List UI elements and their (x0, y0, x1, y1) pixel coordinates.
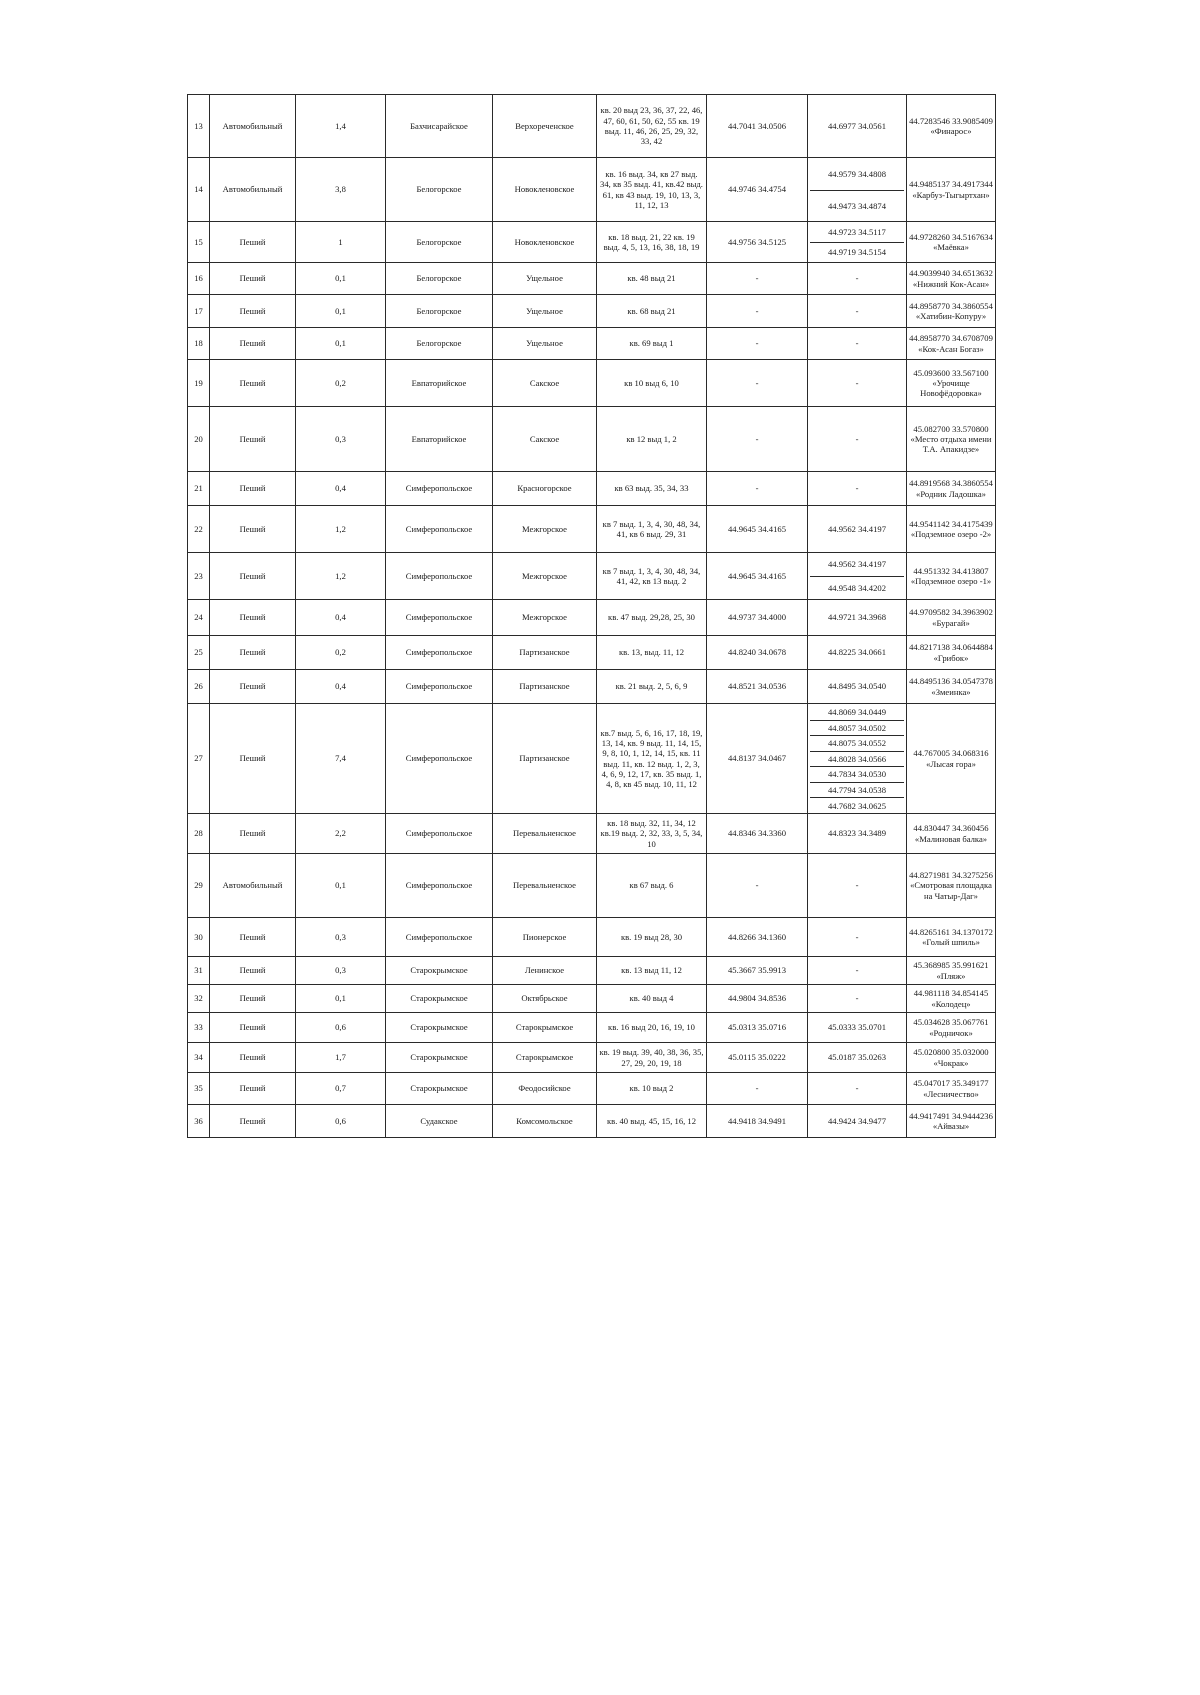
forest-quarter-location: кв. 19 выд 28, 30 (597, 918, 707, 957)
trail-length: 0,1 (296, 985, 386, 1013)
forestry-district: Старокрымское (386, 1013, 493, 1043)
start-coordinates: - (707, 1073, 808, 1105)
end-coordinates (808, 472, 907, 506)
end-coordinate-point: - (855, 965, 859, 976)
row-number: 32 (188, 985, 210, 1013)
forestry-district: Бахчисарайское (386, 95, 493, 158)
table-row (188, 1073, 996, 1105)
forest-quarter-location: кв. 13, выд. 11, 12 (597, 636, 707, 670)
start-coordinates: 44.9645 34.4165 (707, 506, 808, 553)
trail-type: Пеший (210, 263, 296, 295)
trail-type: Автомобильный (210, 854, 296, 918)
table-row (188, 506, 996, 553)
forestry-district: Белогорское (386, 328, 493, 360)
landmark-object: 44.9039940 34.6513632 «Нижний Кок-Асан» (907, 263, 996, 295)
forest-unit: Новокленовское (493, 158, 597, 222)
end-coordinates (808, 670, 907, 704)
forest-unit: Перевальненское (493, 814, 597, 854)
forest-quarter-location: кв. 16 выд 20, 16, 19, 10 (597, 1013, 707, 1043)
end-coordinates (808, 222, 907, 263)
table-row (188, 1105, 996, 1138)
end-coordinate-point: - (855, 377, 859, 388)
end-coordinate-point: - (855, 880, 859, 891)
forestry-district: Евпаторийское (386, 407, 493, 472)
row-number: 14 (188, 158, 210, 222)
trail-length: 0,3 (296, 918, 386, 957)
landmark-object: 44.951332 34.413807 «Подземное озеро -1» (907, 553, 996, 600)
trail-length: 0,2 (296, 360, 386, 407)
landmark-object: 45.047017 35.349177 «Лесничество» (907, 1073, 996, 1105)
end-coordinate-point: 44.9548 34.4202 (810, 576, 904, 599)
row-number: 20 (188, 407, 210, 472)
forest-unit: Партизанское (493, 636, 597, 670)
table-row (188, 263, 996, 295)
start-coordinates: 45.0313 35.0716 (707, 1013, 808, 1043)
row-number: 15 (188, 222, 210, 263)
trail-length: 0,2 (296, 636, 386, 670)
landmark-object: 44.8265161 34.1370172 «Голый шпиль» (907, 918, 996, 957)
document-page (187, 94, 996, 1138)
trail-type: Пеший (210, 553, 296, 600)
trail-length: 0,1 (296, 328, 386, 360)
landmark-object: 45.034628 35.067761 «Родничок» (907, 1013, 996, 1043)
landmark-object: 44.830447 34.360456 «Малиновая балка» (907, 814, 996, 854)
end-coordinate-point: 44.7682 34.0625 (810, 797, 904, 813)
end-coordinate-point: 44.8495 34.0540 (827, 681, 886, 692)
trail-length: 7,4 (296, 704, 386, 814)
forest-quarter-location: кв. 48 выд 21 (597, 263, 707, 295)
forestry-district: Симферопольское (386, 553, 493, 600)
forest-unit: Октябрьское (493, 985, 597, 1013)
start-coordinates: - (707, 360, 808, 407)
forest-quarter-location: кв. 47 выд. 29,28, 25, 30 (597, 600, 707, 636)
trail-length: 0,4 (296, 472, 386, 506)
end-coordinates (808, 814, 907, 854)
forest-unit: Сакское (493, 407, 597, 472)
row-number: 16 (188, 263, 210, 295)
forest-unit: Комсомольское (493, 1105, 597, 1138)
trail-type: Пеший (210, 506, 296, 553)
start-coordinates: 44.8240 34.0678 (707, 636, 808, 670)
start-coordinates: - (707, 263, 808, 295)
forest-quarter-location: кв 63 выд. 35, 34, 33 (597, 472, 707, 506)
trail-length: 0,6 (296, 1105, 386, 1138)
forestry-district: Старокрымское (386, 1073, 493, 1105)
forest-unit: Красногорское (493, 472, 597, 506)
end-coordinates (808, 360, 907, 407)
row-number: 18 (188, 328, 210, 360)
start-coordinates: - (707, 854, 808, 918)
table-row (188, 295, 996, 328)
landmark-object: 45.368985 35.991621 «Пляж» (907, 957, 996, 985)
end-coordinate-point: 44.8057 34.0502 (810, 720, 904, 736)
trail-length: 2,2 (296, 814, 386, 854)
start-coordinates: 44.9746 34.4754 (707, 158, 808, 222)
end-coordinate-point: 44.9719 34.5154 (810, 242, 904, 262)
end-coordinates (808, 407, 907, 472)
forest-quarter-location: кв. 40 выд. 45, 15, 16, 12 (597, 1105, 707, 1138)
table-row (188, 1013, 996, 1043)
forestry-district: Белогорское (386, 158, 493, 222)
end-coordinate-point: 45.0187 35.0263 (827, 1052, 886, 1063)
forest-unit: Ленинское (493, 957, 597, 985)
forestry-district: Симферопольское (386, 918, 493, 957)
table-row (188, 95, 996, 158)
trail-length: 1 (296, 222, 386, 263)
end-coordinates (808, 1073, 907, 1105)
row-number: 36 (188, 1105, 210, 1138)
landmark-object: 45.093600 33.567100 «Урочище Новофёдоровка» (907, 360, 996, 407)
trail-type: Пеший (210, 1073, 296, 1105)
forestry-district: Судакское (386, 1105, 493, 1138)
trail-length: 0,4 (296, 670, 386, 704)
end-coordinates (808, 985, 907, 1013)
landmark-object: 44.981118 34.854145 «Колодец» (907, 985, 996, 1013)
forest-unit: Старокрымское (493, 1013, 597, 1043)
trail-type: Пеший (210, 407, 296, 472)
trail-length: 0,4 (296, 600, 386, 636)
end-coordinate-point: - (855, 993, 859, 1004)
forest-unit: Старокрымское (493, 1043, 597, 1073)
forest-quarter-location: кв. 18 выд. 32, 11, 34, 12 кв.19 выд. 2, 32, 33, 3, 5, 34, 10 (597, 814, 707, 854)
forest-quarter-location: кв. 20 выд 23, 36, 37, 22, 46, 47, 60, 61, 50, 62, 55 кв. 19 выд. 11, 46, 26, 25, 29, 32, 33, 42 (597, 95, 707, 158)
end-coordinate-point: 44.9473 34.4874 (810, 190, 904, 222)
trail-length: 0,3 (296, 407, 386, 472)
forest-quarter-location: кв.7 выд. 5, 6, 16, 17, 18, 19, 13, 14, кв. 9 выд. 11, 14, 15, 9, 8, 10, 1, 12, 14, 15, кв. 11 выд. 11, кв. 12 выд. 1, 2, 3, 4, 6, 9, 12, 17, кв. 35 выд. 1, 4, 8, кв 45 выд. 10, 11, 12 (597, 704, 707, 814)
table-row (188, 985, 996, 1013)
forest-unit: Ущельное (493, 263, 597, 295)
trail-length: 0,3 (296, 957, 386, 985)
start-coordinates: 44.9418 34.9491 (707, 1105, 808, 1138)
forestry-district: Симферопольское (386, 854, 493, 918)
start-coordinates: - (707, 472, 808, 506)
end-coordinates (808, 704, 907, 814)
forest-quarter-location: кв. 13 выд 11, 12 (597, 957, 707, 985)
forest-quarter-location: кв. 21 выд. 2, 5, 6, 9 (597, 670, 707, 704)
landmark-object: 44.8958770 34.6708709 «Кок-Асан Богаз» (907, 328, 996, 360)
row-number: 13 (188, 95, 210, 158)
row-number: 22 (188, 506, 210, 553)
table-row (188, 553, 996, 600)
row-number: 30 (188, 918, 210, 957)
forest-quarter-location: кв 7 выд. 1, 3, 4, 30, 48, 34, 41, кв 6 выд. 29, 31 (597, 506, 707, 553)
trail-length: 1,2 (296, 506, 386, 553)
end-coordinate-point: 44.9723 34.5117 (828, 226, 886, 237)
start-coordinates: 45.0115 35.0222 (707, 1043, 808, 1073)
end-coordinate-point: - (855, 1083, 859, 1094)
trail-length: 0,7 (296, 1073, 386, 1105)
trail-length: 0,6 (296, 1013, 386, 1043)
end-coordinates (808, 328, 907, 360)
start-coordinates: 44.9756 34.5125 (707, 222, 808, 263)
trail-type: Пеший (210, 814, 296, 854)
end-coordinate-point: - (855, 483, 859, 494)
landmark-object: 44.8958770 34.3860554 «Хатибин-Копуру» (907, 295, 996, 328)
landmark-object: 44.7283546 33.9085409 «Финарос» (907, 95, 996, 158)
landmark-object: 44.8495136 34.0547378 «Змеинка» (907, 670, 996, 704)
end-coordinates (808, 553, 907, 600)
forestry-district: Старокрымское (386, 1043, 493, 1073)
end-coordinates (808, 1013, 907, 1043)
trail-type: Пеший (210, 957, 296, 985)
forest-quarter-location: кв 67 выд. 6 (597, 854, 707, 918)
forestry-district: Симферопольское (386, 600, 493, 636)
row-number: 23 (188, 553, 210, 600)
end-coordinate-point: 44.8225 34.0661 (827, 647, 886, 658)
end-coordinates (808, 263, 907, 295)
table-row (188, 222, 996, 263)
start-coordinates: 44.8266 34.1360 (707, 918, 808, 957)
table-row (188, 600, 996, 636)
row-number: 17 (188, 295, 210, 328)
landmark-object: 45.082700 33.570800 «Место отдыха имени Т.А. Апакидзе» (907, 407, 996, 472)
forest-unit: Новокленовское (493, 222, 597, 263)
end-coordinates (808, 918, 907, 957)
table-row (188, 918, 996, 957)
row-number: 24 (188, 600, 210, 636)
forest-quarter-location: кв 10 выд 6, 10 (597, 360, 707, 407)
end-coordinate-point: 44.9562 34.4197 (827, 523, 886, 534)
start-coordinates: 44.8521 34.0536 (707, 670, 808, 704)
forest-quarter-location: кв. 69 выд 1 (597, 328, 707, 360)
landmark-object: 44.8271981 34.3275256 «Смотровая площадка на Чатыр-Даг» (907, 854, 996, 918)
end-coordinate-point: 44.7794 34.0538 (810, 782, 904, 798)
forestry-district: Старокрымское (386, 985, 493, 1013)
row-number: 29 (188, 854, 210, 918)
forest-unit: Межгорское (493, 600, 597, 636)
end-coordinate-point: - (855, 305, 859, 316)
end-coordinates (808, 1043, 907, 1073)
landmark-object: 44.9417491 34.9444236 «Айвазы» (907, 1105, 996, 1138)
start-coordinates: - (707, 295, 808, 328)
forest-quarter-location: кв. 18 выд. 21, 22 кв. 19 выд. 4, 5, 13, 16, 38, 18, 19 (597, 222, 707, 263)
end-coordinates (808, 158, 907, 222)
row-number: 25 (188, 636, 210, 670)
end-coordinate-point: 44.7834 34.0530 (810, 766, 904, 782)
end-coordinates (808, 506, 907, 553)
start-coordinates: - (707, 328, 808, 360)
forestry-district: Симферопольское (386, 472, 493, 506)
row-number: 19 (188, 360, 210, 407)
table-row (188, 670, 996, 704)
end-coordinate-point: 44.6977 34.0561 (827, 120, 886, 131)
end-coordinate-point: 44.8069 34.0449 (827, 706, 886, 717)
end-coordinates (808, 95, 907, 158)
row-number: 34 (188, 1043, 210, 1073)
forest-unit: Сакское (493, 360, 597, 407)
forest-unit: Межгорское (493, 506, 597, 553)
end-coordinates (808, 957, 907, 985)
end-coordinate-point: - (855, 273, 859, 284)
end-coordinates (808, 854, 907, 918)
trail-type: Пеший (210, 472, 296, 506)
trail-length: 1,4 (296, 95, 386, 158)
end-coordinate-point: 44.9424 34.9477 (827, 1115, 886, 1126)
table-row (188, 158, 996, 222)
forestry-district: Симферопольское (386, 814, 493, 854)
row-number: 26 (188, 670, 210, 704)
table-row (188, 814, 996, 854)
landmark-object: 44.8217138 34.0644884 «Грибок» (907, 636, 996, 670)
forest-unit: Ущельное (493, 295, 597, 328)
trail-table (187, 94, 996, 1138)
row-number: 35 (188, 1073, 210, 1105)
trail-length: 3,8 (296, 158, 386, 222)
start-coordinates: 44.9737 34.4000 (707, 600, 808, 636)
forestry-district: Белогорское (386, 263, 493, 295)
row-number: 31 (188, 957, 210, 985)
start-coordinates: 44.7041 34.0506 (707, 95, 808, 158)
table-row (188, 328, 996, 360)
start-coordinates: 44.9804 34.8536 (707, 985, 808, 1013)
trail-type: Пеший (210, 600, 296, 636)
table-row (188, 854, 996, 918)
forest-quarter-location: кв. 40 выд 4 (597, 985, 707, 1013)
landmark-object: 44.9541142 34.4175439 «Подземное озеро -2» (907, 506, 996, 553)
trail-type: Пеший (210, 704, 296, 814)
table-row (188, 407, 996, 472)
trail-type: Пеший (210, 328, 296, 360)
end-coordinate-point: 44.8028 34.0566 (810, 751, 904, 767)
table-row (188, 957, 996, 985)
row-number: 33 (188, 1013, 210, 1043)
forest-quarter-location: кв 7 выд. 1, 3, 4, 30, 48, 34, 41, 42, кв 13 выд. 2 (597, 553, 707, 600)
landmark-object: 44.9485137 34.4917344 «Карбуз-Тыгыртхан» (907, 158, 996, 222)
end-coordinate-point: 44.8075 34.0552 (810, 735, 904, 751)
trail-type: Автомобильный (210, 158, 296, 222)
start-coordinates: 45.3667 35.9913 (707, 957, 808, 985)
landmark-object: 45.020800 35.032000 «Чокрак» (907, 1043, 996, 1073)
end-coordinates (808, 295, 907, 328)
table-row (188, 360, 996, 407)
forest-unit: Партизанское (493, 670, 597, 704)
row-number: 27 (188, 704, 210, 814)
forestry-district: Старокрымское (386, 957, 493, 985)
end-coordinates (808, 636, 907, 670)
trail-type: Пеший (210, 222, 296, 263)
trail-type: Пеший (210, 636, 296, 670)
landmark-object: 44.8919568 34.3860554 «Родник Ладошка» (907, 472, 996, 506)
landmark-object: 44.767005 34.068316 «Лысая гора» (907, 704, 996, 814)
forestry-district: Симферопольское (386, 670, 493, 704)
start-coordinates: 44.8137 34.0467 (707, 704, 808, 814)
end-coordinates (808, 1105, 907, 1138)
table-row (188, 636, 996, 670)
end-coordinate-point: 44.8323 34.3489 (827, 828, 886, 839)
landmark-object: 44.9728260 34.5167634 «Маёвка» (907, 222, 996, 263)
forestry-district: Симферопольское (386, 704, 493, 814)
end-coordinate-point: 45.0333 35.0701 (827, 1022, 886, 1033)
forest-unit: Пионерское (493, 918, 597, 957)
start-coordinates: 44.9645 34.4165 (707, 553, 808, 600)
forest-unit: Партизанское (493, 704, 597, 814)
forestry-district: Евпаторийское (386, 360, 493, 407)
table-row (188, 472, 996, 506)
table-row (188, 704, 996, 814)
trail-length: 0,1 (296, 263, 386, 295)
forest-unit: Перевальненское (493, 854, 597, 918)
start-coordinates: - (707, 407, 808, 472)
forestry-district: Белогорское (386, 222, 493, 263)
end-coordinate-point: 44.9579 34.4808 (827, 168, 886, 179)
trail-length: 1,7 (296, 1043, 386, 1073)
end-coordinates (808, 600, 907, 636)
forestry-district: Симферопольское (386, 506, 493, 553)
forest-quarter-location: кв. 19 выд. 39, 40, 38, 36, 35, 27, 29, 20, 19, 18 (597, 1043, 707, 1073)
forestry-district: Симферопольское (386, 636, 493, 670)
trail-type: Пеший (210, 295, 296, 328)
table-row (188, 1043, 996, 1073)
end-coordinate-point: - (855, 433, 859, 444)
row-number: 28 (188, 814, 210, 854)
trail-type: Пеший (210, 985, 296, 1013)
end-coordinate-point: 44.9562 34.4197 (827, 559, 886, 570)
trail-length: 0,1 (296, 854, 386, 918)
end-coordinate-point: - (855, 338, 859, 349)
forest-quarter-location: кв 12 выд 1, 2 (597, 407, 707, 472)
trail-length: 1,2 (296, 553, 386, 600)
landmark-object: 44.9709582 34.3963902 «Бурагай» (907, 600, 996, 636)
forest-unit: Верхореченское (493, 95, 597, 158)
trail-type: Пеший (210, 1013, 296, 1043)
trail-type: Пеший (210, 1043, 296, 1073)
end-coordinate-point: 44.9721 34.3968 (827, 612, 886, 623)
forest-unit: Феодосийское (493, 1073, 597, 1105)
forest-unit: Ущельное (493, 328, 597, 360)
forest-quarter-location: кв. 16 выд. 34, кв 27 выд. 34, кв 35 выд. 41, кв.42 выд. 61, кв 43 выд. 19, 10, 13, 3, 11, 12, 13 (597, 158, 707, 222)
forest-quarter-location: кв. 10 выд 2 (597, 1073, 707, 1105)
forest-unit: Межгорское (493, 553, 597, 600)
end-coordinate-point: - (855, 931, 859, 942)
trail-type: Пеший (210, 918, 296, 957)
trail-type: Пеший (210, 360, 296, 407)
trail-type: Пеший (210, 670, 296, 704)
forest-quarter-location: кв. 68 выд 21 (597, 295, 707, 328)
forestry-district: Белогорское (386, 295, 493, 328)
row-number: 21 (188, 472, 210, 506)
trail-length: 0,1 (296, 295, 386, 328)
start-coordinates: 44.8346 34.3360 (707, 814, 808, 854)
trail-type: Пеший (210, 1105, 296, 1138)
trail-type: Автомобильный (210, 95, 296, 158)
